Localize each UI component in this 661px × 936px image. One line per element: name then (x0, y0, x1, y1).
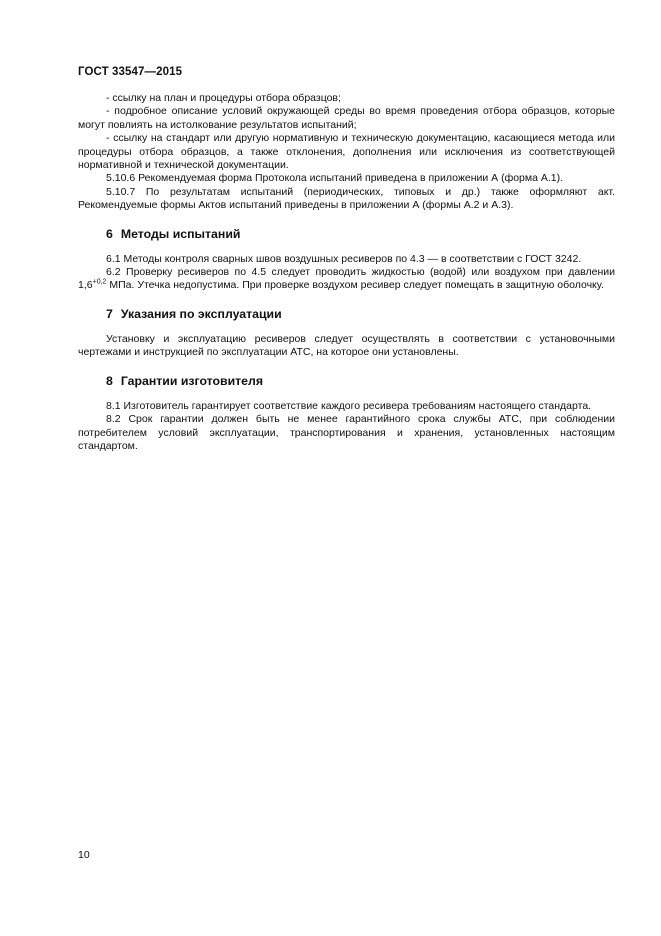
section-number: 8 (106, 373, 113, 388)
paragraph-8-1: 8.1 Изготовитель гарантирует соответствие каждого ресивера требованиям настоящего стандарта. (106, 399, 592, 412)
paragraph-8-2: 8.2 Срок гарантии должен быть не менее гарантийного срока службы АТС, при соблюдении потребителем условий эксплуатации, транспортирования и хранения, установленных настоящим стандартом. (78, 413, 615, 452)
page-content (78, 92, 615, 453)
paragraph-text: 6.2 Проверку ресиверов по 4.5 следует проводить жидкостью (водой) или воздухом при давлении 1,6 (78, 266, 615, 292)
tolerance-superscript: +0,2 (92, 278, 107, 286)
section-number: 6 (106, 226, 113, 241)
section-7-heading (106, 307, 615, 322)
section-title: Методы испытаний (120, 226, 241, 241)
paragraph-6-2 (78, 266, 615, 293)
document-header: ГОСТ 33547—2015 (78, 66, 183, 78)
section-6-heading (106, 227, 615, 242)
paragraph-5-10-7: 5.10.7 По результатам испытаний (периодических, типовых и др.) также оформляют акт. Рекомендуемые формы Актов испытаний приведены в приложении А (формы А.2 и А.3). (78, 185, 615, 212)
section-title: Указания по эксплуатации (120, 306, 282, 321)
paragraph-text: МПа. Утечка недопустима. При проверке воздухом ресивер следует помещать в защитную оболочку. (106, 279, 604, 292)
list-item: - ссылку на стандарт или другую нормативную и техническую документацию, касающиеся метода или процедуры отбора образцов, а также отклонения, дополнения или исключения из соответствующей нормативной и технической документации. (78, 132, 615, 172)
list-item: - подробное описание условий окружающей среды во время проведения отбора образцов, которые могут повлиять на истолкование результатов испытаний; (78, 105, 615, 131)
paragraph-7: Установку и эксплуатацию ресиверов следует осуществлять в соответствии с установочными чертежами и инструкцией по эксплуатации АТС, на которое они установлены. (78, 332, 615, 359)
section-title: Гарантии изготовителя (120, 373, 264, 388)
page-number: 10 (78, 849, 90, 861)
section-number: 7 (106, 306, 113, 321)
paragraph-5-10-6: 5.10.6 Рекомендуемая форма Протокола испытаний приведена в приложении А (форма А.1). (106, 172, 564, 185)
list-item: - ссылку на план и процедуры отбора образцов; (106, 92, 341, 104)
paragraph-6-1: 6.1 Методы контроля сварных швов воздушных ресиверов по 4.3 — в соответствии с ГОСТ 3242. (106, 252, 582, 265)
section-8-heading (106, 374, 615, 389)
